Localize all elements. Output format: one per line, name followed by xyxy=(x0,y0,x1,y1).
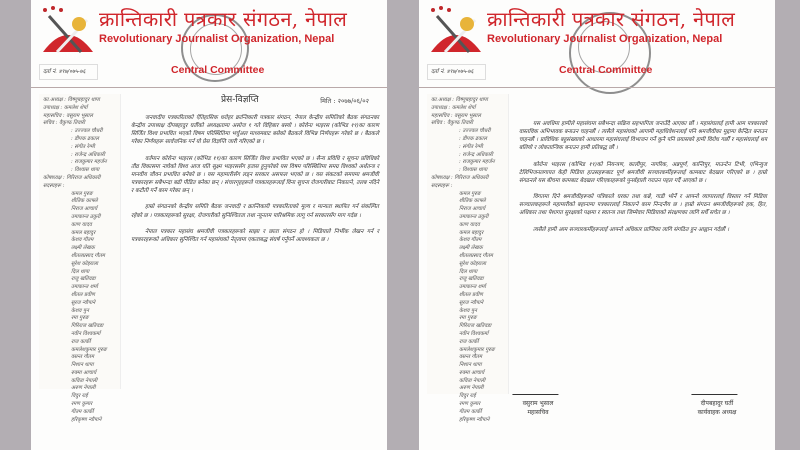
member-entry: अरुण नेपाली xyxy=(71,385,96,392)
member-entry: कमलेशकुमार गुरुङ xyxy=(459,346,495,353)
member-entry: केशव गौतम xyxy=(459,237,482,244)
rjon-logo-icon xyxy=(39,4,97,60)
officer-entry: : डीपक ढकाल xyxy=(71,135,99,142)
member-entry: राज कार्की xyxy=(71,338,91,345)
officer-entry: उपाध्यक्ष : कमलेश शेर्पा xyxy=(431,104,476,111)
member-entry: शीतल प्रवीण xyxy=(459,291,483,298)
paragraph: कोरोना भाइरस (कोभिड १९)को नियन्त्रण, कालीपुर, नागरिक, अन्नपूर्ण, कान्तिपुर, माउन्टेन टिभी, एभिन्युज टेलिभिजनलगायत केही मिडिया हाउसहरूबाट पूर्ण श्रमजीवी सञ्चारकर्मीहरूलाई कामबाट बेदखल गरिएको छ । हाम्रो संगठनले यस बीचमा कामबाट बेदखल गरिएकाहरूको पुनर्बहाली गराउन पहल गर्दै आएको छ । xyxy=(519,161,767,184)
rjon-logo-icon xyxy=(427,4,485,60)
member-entry: निशान थापा xyxy=(459,362,482,369)
header-divider xyxy=(31,87,387,88)
member-entry: गिरिराज खतिवडा xyxy=(71,323,104,330)
member-entry: सुरज न्यौपाने xyxy=(71,299,96,306)
member-entry: उमाकान्त शर्मा xyxy=(71,284,98,291)
member-entry: गिरिराज खतिवडा xyxy=(459,323,492,330)
press-release-heading: प्रेस-विज्ञप्ति xyxy=(221,95,259,105)
signature-acting-chair xyxy=(694,380,740,417)
registration-number: दर्ता नं. ४९७/०७५-७६ xyxy=(39,64,98,80)
letterhead xyxy=(31,0,387,87)
member-entry: सुरज न्यौपाने xyxy=(459,299,484,306)
press-release-body xyxy=(131,96,379,252)
member-entry: नवीन विश्वकर्मा xyxy=(459,330,489,337)
member-entry: रमा गुरुङ xyxy=(71,315,89,322)
committee-members-list xyxy=(39,94,121,423)
member-entry: केशव गौतम xyxy=(71,237,94,244)
officer-entry: कोषाध्यक्ष : गिरिराज अधिकारी xyxy=(43,174,101,181)
member-entry: निशान थापा xyxy=(71,362,94,369)
signatory-name: वसुराम भुसाल xyxy=(522,400,554,407)
member-entry: शीतल प्रवीण xyxy=(71,291,95,298)
signatory-title: कार्यवाहक अध्यक्ष xyxy=(697,409,737,416)
member-entry: हरिकृष्ण न्यौपाने xyxy=(71,416,102,423)
officer-entry: सचिव : वैकुण्ठ तिवारी xyxy=(431,120,474,127)
officer-entry: : डीपक ढकाल xyxy=(459,135,487,142)
svg-text:RJON: RJON xyxy=(449,54,466,60)
members-label: सदस्यहरू : xyxy=(43,182,65,189)
officer-entry: कोषाध्यक्ष : गिरिराज अधिकारी xyxy=(431,174,489,181)
member-entry: कमल बहादुर xyxy=(459,229,484,236)
member-entry: निराज आचार्य xyxy=(459,206,486,213)
officer-entry: : विश्वास थापा xyxy=(459,167,488,174)
central-committee-label: Central Committee xyxy=(559,64,653,76)
member-entry: रमा गुरुङ xyxy=(459,315,477,322)
member-entry: उमाकान्त शर्मा xyxy=(459,284,486,291)
letterhead xyxy=(419,0,775,87)
member-entry: केशव पुन xyxy=(459,307,477,314)
officer-entry: : राजेन्द्र अधिकारी xyxy=(71,151,106,158)
member-entry: दिल थापा xyxy=(71,268,90,275)
member-entry: दिल थापा xyxy=(459,268,478,275)
officer-entry: : राजकुमार महर्जन xyxy=(459,159,495,166)
officer-entry: महासचिव : वसुराम भुसाल xyxy=(43,112,93,119)
member-entry: वसन्त गौतम xyxy=(71,354,94,361)
officer-entry: : राजकुमार महर्जन xyxy=(71,159,107,166)
member-entry: शीतलप्रसाद गौतम xyxy=(71,252,105,259)
paragraph: त्यसैले हामी आम सञ्चारकर्मीहरूलाई आफ्नो अधिकार प्राप्तिका लागि संगठित हुन आह्वान गर्दछौं । xyxy=(533,226,729,233)
member-entry: उमाकान्त ठकुरी xyxy=(71,213,101,220)
member-entry: कमल गुरुङ xyxy=(71,190,93,197)
members-column xyxy=(431,191,508,425)
member-entry: कमल बहादुर xyxy=(71,229,96,236)
member-entry: सुरेश कोइराला xyxy=(459,260,487,267)
member-entry: नवीन विश्वकर्मा xyxy=(71,330,101,337)
member-entry: रुक्मा आचार्य xyxy=(71,369,97,376)
member-entry: राज कार्की xyxy=(459,338,479,345)
committee-members-list xyxy=(427,94,509,423)
officer-entry: का.अध्यक्ष : विष्णुबहादुर थापा xyxy=(43,97,100,103)
signatory-name: दीपबहादुर घर्ती xyxy=(700,400,734,407)
officer-entry: : संगीत रेग्मी xyxy=(71,143,95,150)
member-entry: गीतम कार्की xyxy=(459,408,482,415)
officer-entry: का.अध्यक्ष : विष्णुबहादुर थापा xyxy=(431,97,488,103)
member-entry: राजु खतिवडा xyxy=(459,276,484,283)
officer-entry: उपाध्यक्ष : कमलेश शेर्पा xyxy=(43,104,88,111)
signature-mark xyxy=(512,380,563,395)
paragraph: वर्तमान कोरोना भाइरस (कोभिड १९)का कारण सिर्जित विश्व प्रभावित भएको छ । सैन्य प्रविधि र सूचना प्रविधिको तीव्र विकासमा नाघेको विश्व आज यति सूक्ष्म भाइरससँग हतास हुनुपरेको यस विषम परिस्थितिमा समग्र विश्वको अर्थतन्त्र र मानवीय जीवन प्रभावित बनेको छ । यस महामारीसँग लड्न सरकार असफल भएको छ । यस संकटको समयमा श्रमजीवी पत्रकारहरू सबैभन्दा बढी पीडित बनेका छन् । संचारगृहहरूले पत्रकारहरूलाई विना सूचना रोजगारीबाट निकाल्ने, तलब नदिने र कटौती गर्ने काम गरेका छन् । xyxy=(131,155,379,195)
member-entry: हरिकृष्ण न्यौपाने xyxy=(459,416,490,423)
member-entry: विदुर राई xyxy=(459,393,476,400)
org-title-english: Revolutionary Journalist Organization, Nepal xyxy=(487,33,723,45)
member-entry: शीतलप्रसाद गौतम xyxy=(459,252,493,259)
paragraph: नेपाल पत्रकार महासंघ श्रमजीवी पत्रकारहरूको साझा र छाता संगठन हो । मिडियाले निर्भीक लेखन गर्न र पत्रकारहरूको अधिकार सुनिश्चित गर्न महासंघको नेतृत्वमा एकताबद्ध संघर्ष गर्नुपर्ने आवश्यकता छ । xyxy=(131,228,379,243)
officer-entry: : संगीत रेग्मी xyxy=(459,143,483,150)
paragraph: हाम्रो संगठनको केन्द्रीय समिति बैठक जनवादी र क्रान्तिकारी पत्रकारिताको मूल्य र मान्यता स्थापित गर्न संकल्पित रहेको छ । पत्रकारहरूको सुरक्षा, रोजगारीको सुनिश्चितता तथा न्यूनतम पारिश्रमिक लागू गर्न सरकारसँग माग गर्दछ । xyxy=(131,204,379,219)
member-entry: निराज आचार्य xyxy=(71,206,98,213)
signature-general-secretary xyxy=(515,380,561,417)
member-entry: केशव पुन xyxy=(71,307,89,314)
member-entry: उमाकान्त ठकुरी xyxy=(459,213,489,220)
member-entry: शीतिक काफ्ले xyxy=(71,198,98,205)
central-committee-label: Central Committee xyxy=(171,64,265,76)
officer-entry: महासचिव : वसुराम भुसाल xyxy=(431,112,481,119)
org-title-nepali: क्रान्तिकारी पत्रकार संगठन, नेपाल xyxy=(99,7,348,31)
paragraph: जनवादीय पत्रकारिताको ऐतिहासिक धरोहर क्रान्तिकारी पत्रकार संगठन, नेपाल केन्द्रीय समितिको बैठक संगठनका केन्द्रीय उपाध्यक्ष दीपबहादुर घर्तीको अध्यक्षतामा असोज १ गते विहिबार बस्यो । कोरोना भाइरस (कोभिड १९)का कारण सिर्जित विश्व प्रभावित भएको विषम परिस्थितिमा भर्चुअल माध्यमबाट बसेको बैठकले विभिन्न निर्णयहरू गरेको छ । बैठकले गरेका निर्णयहरू सार्वजनिक गर्न यो प्रेस विज्ञप्ति जारी गरिएको छ । xyxy=(131,115,379,146)
member-entry: रमण कुमार xyxy=(71,401,93,408)
member-entry: वसन्त गौतम xyxy=(459,354,482,361)
member-entry: अरुण नेपाली xyxy=(459,385,484,392)
press-release-page-2 xyxy=(419,0,775,450)
org-title-nepali: क्रान्तिकारी पत्रकार संगठन, नेपाल xyxy=(487,7,736,31)
signatory-title: महासचिव xyxy=(527,409,549,416)
officer-entry: : उज्ज्वल चौधरी xyxy=(459,128,491,135)
officer-entry: : राजेन्द्र अधिकारी xyxy=(459,151,494,158)
member-entry: सुरेश कोइराला xyxy=(71,260,99,267)
officer-entry: : उज्ज्वल चौधरी xyxy=(71,128,103,135)
signature-mark xyxy=(691,380,742,395)
registration-number: दर्ता नं. ४९७/०७५-७६ xyxy=(427,64,486,80)
officer-entry: : विश्वास थापा xyxy=(71,167,100,174)
member-entry: कविता नेपाली xyxy=(71,377,98,384)
officer-entry: सचिव : वैकुण्ठ तिवारी xyxy=(43,120,86,127)
member-entry: काण यादव xyxy=(71,221,92,228)
member-entry: कमलेशकुमार गुरुङ xyxy=(71,346,107,353)
member-entry: लक्ष्मी लेखक xyxy=(71,245,95,252)
members-column xyxy=(43,191,120,425)
member-entry: शीतिक काफ्ले xyxy=(459,198,486,205)
paragraph: यस अवधिमा हामीले महासंघमा सबैभन्दा सक्रिय सहभागिता जनाउँदै आएका छौं । महासंघलाई हामी आम पत्रकारको वास्तविक अभिभावक बनाउन चाहन्छौं । त्यसैले महासंघको आगामी महाधिवेशनलाई पनि श्रमजीवीका मुद्दामा केन्द्रित बनाउन चाहन्छौं । प्राविधिक बहुसंख्याको आधारमा महासंघलाई विभाजन गर्ने कुनै पनि प्रयासको हामी विरोध गर्छौं र महासंघलाई थप बलियो र लोकतान्त्रिक बनाउन हामी प्रतिबद्ध छौं । xyxy=(519,121,767,152)
member-entry: विदुर राई xyxy=(71,393,88,400)
release-date: मिति : २०७७/०६/०२ xyxy=(320,97,369,105)
member-entry: लक्ष्मी लेखक xyxy=(459,245,483,252)
member-entry: कमल गुरुङ xyxy=(459,190,481,197)
member-entry: रमण कुमार xyxy=(459,401,481,408)
header-divider xyxy=(419,87,775,88)
member-entry: काण यादव xyxy=(459,221,480,228)
press-release-body-continued xyxy=(519,120,767,242)
press-release-page-1 xyxy=(31,0,387,450)
member-entry: रुक्मा आचार्य xyxy=(459,369,485,376)
member-entry: गीतम कार्की xyxy=(71,408,94,415)
members-label: सदस्यहरू : xyxy=(431,182,453,189)
member-entry: कविता नेपाली xyxy=(459,377,486,384)
org-title-english: Revolutionary Journalist Organization, Nepal xyxy=(99,33,335,45)
paragraph: विगतमा दिने श्रमजीवीहरूको पत्रिकाले घरका तथा कन्ने, गाडी भोर्ने र आफ्नो व्यापारलाई विस्तार गर्ने मिडिया सञ्चालकहरूले महामारीको बहानामा पत्रकारलाई निकाल्ने काम निन्दनीय छ । हाम्रो संगठन श्रमजीवीहरूको हक, हित, अधिकार तथा पेशागत सुरक्षाको पक्षमा र स्वतन्त्र तथा जिम्मेवार मिडियाको संरक्षणका लागि सधैँ सचेत छ । xyxy=(519,194,767,217)
svg-text:RJON: RJON xyxy=(61,54,78,60)
member-entry: राजु खतिवडा xyxy=(71,276,96,283)
